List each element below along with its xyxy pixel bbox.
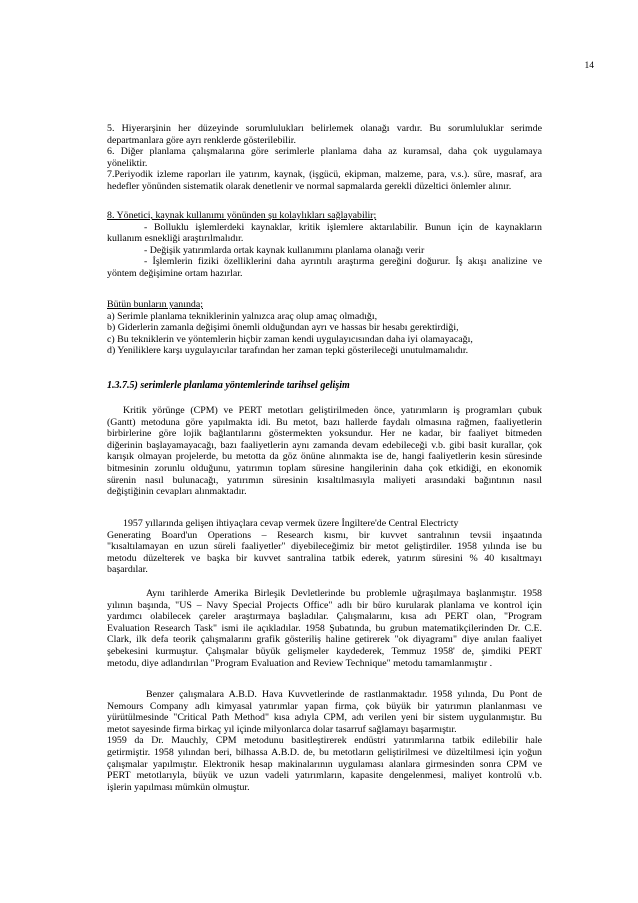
text-line: başardılar. (107, 564, 148, 576)
text-line: değiştiğinin cevapları alınmaktadır. (107, 486, 247, 498)
resource-usage-section (107, 210, 542, 280)
text-line: Evaluation Research Task" ismi ile açıkladılar. 1958 Şubatında, bu grubun matematikçilerinden Dr. C.E. (107, 622, 542, 634)
text-line: yürütülmesinde "Critical Path Method" kısa adıyla CPM, adı verilen yeni bir sistem uygulanmıştır. Bu (107, 712, 542, 724)
text-line: diğerinin başlayamayacağı, bazı faaliyetlerin aynı zamanda devam edebileceği v.b. gibi basit kurallar, çok (107, 439, 542, 451)
text-line: yöntem değişimine ortam hazırlar. (107, 267, 243, 279)
text-line: getirmiştir. 1958 yılından beri, bilhassa A.B.D. de, bu metotların geliştirilmesi ve düzeltilmesi için yoğun (107, 746, 542, 758)
text-line: Kritik yörünge (CPM) ve PERT metotları geliştirilmeden önce, yatırımların iş programları çubuk (123, 405, 542, 416)
text-line: "kısaltılamayan en uzun süreli faaliyetler" diyebileceğimiz bir metot geliştirdiler. 1958 yılında ise bu (107, 541, 542, 553)
text-line: metot sayesinde firma birkaç yıl içinde milyonlarca dolar tasarruf sağlamayı başarmıştır. (107, 723, 457, 735)
section-heading-underlined: Bütün bunların yanında; (107, 299, 203, 310)
text-line: metodu düzelterek ve başka bir kuvvet santralina tatbik ederek, yatırım süresini % 40 kısaltmayı (107, 552, 542, 564)
list-item: a) Serimle planlama tekniklerinin yalnızca araç olup amaç olmadığı, (107, 310, 378, 322)
text-line: 6. Diğer planlama çalışmalarına göre serimlerle planlama daha az kuramsal, daha çok uygulamaya (107, 146, 542, 158)
text-line: Benzer çalışmalara A.B.D. Hava Kuvvetlerinde de rastlanmaktadır. 1958 yılında, Du Pont de (146, 689, 542, 700)
paragraph-usa-pert (107, 588, 542, 669)
text-line: bitmesinin zorunlu olduğunu, yatırımın toplam süresine hangilerinin daha çok etkidiği, en ekonomik (107, 462, 542, 474)
text-line: - Değişik yatırımlarda ortak kaynak kullanımını planlama olanağı verir (144, 244, 425, 256)
text-line: Nemours Company adlı kimyasal yatırımlar yapan firma, çok büyük bir yatırımın planlanması ve (107, 700, 542, 712)
text-line: hedefler yönünden sistematik olarak denetlenir ve normal sapmalarda gerekli düzeltici önlemler alınır. (107, 180, 512, 192)
considerations-section (107, 299, 542, 357)
text-line: PERT metotlarıyla, büyük ve uzun vadeli yatırımların, kapasite dengelenmesi, maliyet kontrolü v.b. (107, 770, 542, 782)
text-line: departmanlara göre ayrı renklerde gösterilebilir. (107, 134, 296, 146)
page-number: 14 (584, 61, 594, 71)
paragraph-cpm-history (107, 689, 542, 793)
text-line: Aynı tarihlerde Amerika Birleşik Devletlerinde bu problemle uğraşılmaya başlanmıştır. 1958 (146, 588, 542, 599)
paragraph-england-1957 (107, 518, 542, 576)
text-line: çalışmalar yapılmıştır. Elektronik hesap makinalarının uygulaması alanlara girmesinden sonra CPM ve (107, 758, 542, 770)
text-line: (Gantt) metoduna göre yapılmakta idi. Bu metot, bazı hallerde faydalı olmasına rağmen, faaliyetlerin (107, 416, 542, 428)
numbered-items-5-7 (107, 123, 542, 193)
text-line: 5. Hiyerarşinin her düzeyinde sorumlulukları belirlemek olanağı vardır. Bu sorumluluklar serimde (107, 123, 542, 134)
text-line: yöneliktir. (107, 157, 148, 169)
text-line: yılının başında, "US – Navy Special Projects Office" adlı bir büro kurularak planlama ve kontrol için (107, 599, 542, 611)
section-title-text: 1.3.7.5) serimlerle planlama yöntemlerinde tarihsel gelişim (107, 380, 350, 391)
list-item: c) Bu tekniklerin ve yöntemlerin hiçbir zaman kendi uygulayıcısından daha iyi olamayacağı, (107, 333, 473, 345)
text-line: - Bolluklu işlemlerdeki kaynaklar, kritik işlemlere aktarılabilir. Bunun için de kaynakların (144, 221, 542, 233)
text-line: şebekesini kurmuştur. Çalışmalar büyük gelişmeler kaydederek, Temmuz 1958' de, şimdiki PERT (107, 645, 542, 657)
text-line: birbirlerine göre lojik bağlantılarını göstermekten yoksundur. Her ne kadar, bir faaliyet bitmeden (107, 428, 542, 440)
text-line: metodu, diye adlandırılan "Program Evaluation and Review Technique" metodu tamamlanmıştır . (107, 657, 493, 669)
list-item: b) Giderlerin zamanla değişimi önemli olduğundan ayrı ve hassas bir hesabı gerektirdiği, (107, 322, 459, 334)
paragraph-cpm-pert-intro (107, 405, 542, 498)
text-line: sürenin nasıl bulunacağı, yatırımın süresinin kısaltılmasıyla maliyeti arasındaki bağıntının nasıl (107, 474, 542, 486)
text-line: 1957 yıllarında gelişen ihtiyaçlara cevap vermek üzere İngiltere'de Central Electricty (123, 518, 459, 529)
text-line: karışık olmayan projelerde, bu metotta da göz önüne alınmakta ise de, hangi faaliyetlerin kesin süresinde (107, 451, 542, 463)
text-line: Clark, ilk defa teorik çalışmalarını grafik gösteriliş haline getirerek "ok diyagramı" diye anılan faaliyet (107, 634, 542, 646)
section-heading-underlined: 8. Yönetici, kaynak kullanımı yönünden şu kolaylıkları sağlayabilir; (107, 210, 377, 221)
text-line: 7.Periyodik izleme raporları ile yatırım, kaynak, (işgücü, ekipman, malzeme, para, v.s.). süre, masraf, ara (107, 169, 542, 181)
text-line: 1959 da Dr. Mauchly, CPM metodunu basitleştirerek endüstri yatırımlarına tatbik edilebilir hale (107, 735, 542, 747)
text-line: - İşlemlerin fiziki özelliklerini daha ayrıntılı araştırma gereğini doğurur. İş akışı analizine ve (144, 256, 542, 268)
list-item: d) Yeniliklere karşı uygulayıcılar tarafından her zaman tepki gösterileceği unutulmamalıdır. (107, 345, 469, 357)
text-line: yardımcı olabilecek çareler araştırmaya başladılar. Çalışmalarını, kısa adı PERT olan, "Program (107, 611, 542, 623)
text-line: işlerin yapılması mümkün olmuştur. (107, 781, 250, 793)
text-line: Generating Board'un Operations – Research kısmı, bir kuvvet santralının tevsii inşaatında (107, 529, 542, 541)
section-title (107, 380, 542, 392)
text-line: kullanım esnekliği araştırılmalıdır. (107, 233, 244, 245)
